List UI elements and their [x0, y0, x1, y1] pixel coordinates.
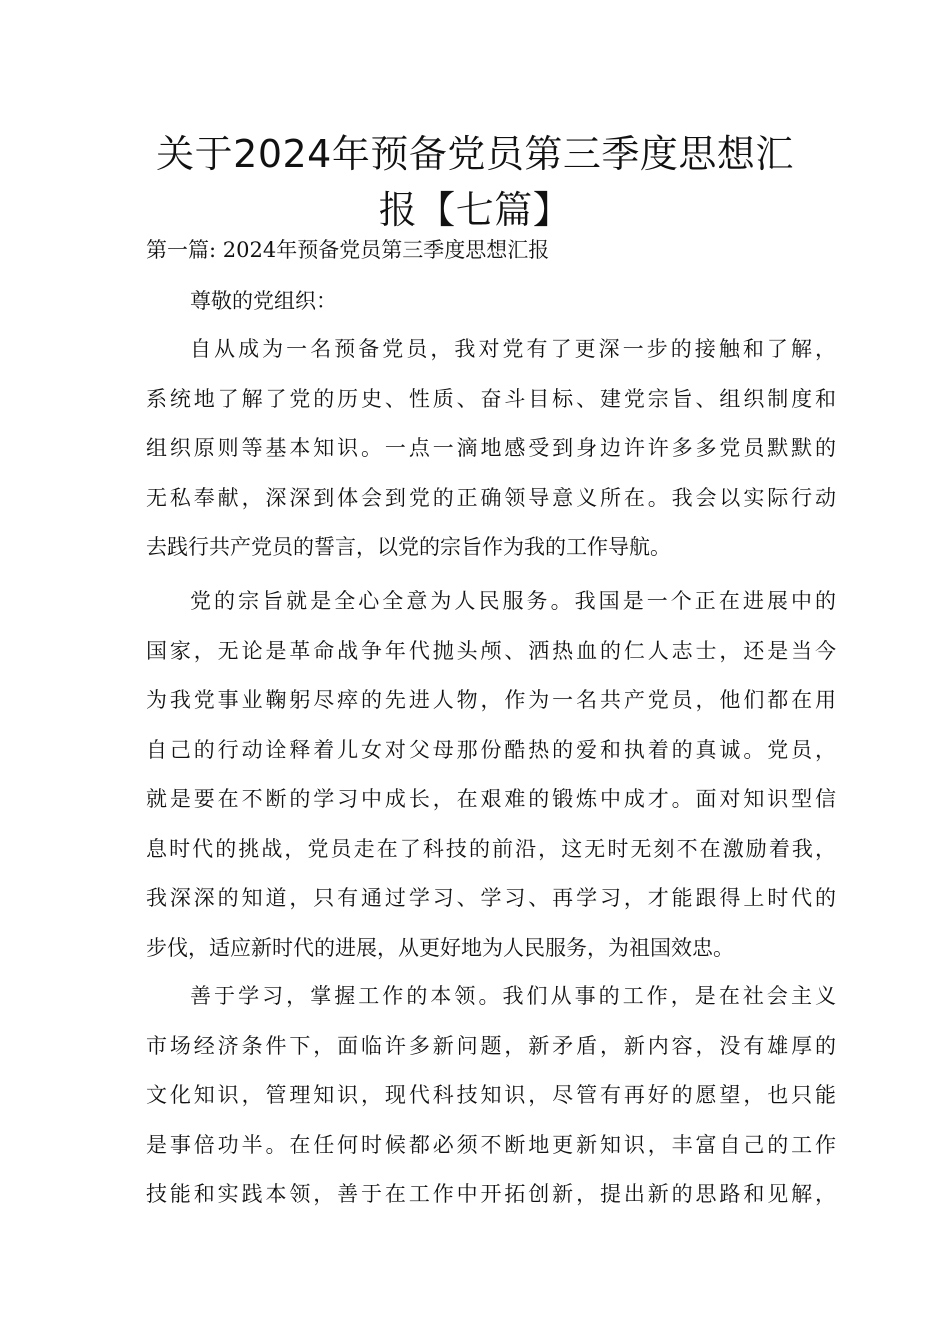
paragraph-line: 息时代的挑战，党员走在了科技的前沿，这无时无刻不在激励着我，	[146, 836, 836, 861]
title-line: 关于2024年预备党员第三季度思想汇	[156, 132, 794, 176]
paragraph	[146, 577, 836, 973]
paragraph	[146, 325, 836, 573]
paragraph-line: 步伐，适应新时代的进展，从更好地为人民服务，为祖国效忠。	[146, 935, 734, 960]
section-heading: 第一篇: 2024年预备党员第三季度思想汇报	[146, 238, 550, 262]
paragraph-line: 市场经济条件下，面临许多新问题，新矛盾，新内容，没有雄厚的	[146, 1033, 836, 1058]
paragraph-line: 文化知识，管理知识，现代科技知识，尽管有再好的愿望，也只能	[146, 1083, 836, 1107]
paragraph-line: 善于学习，掌握工作的本领。我们从事的工作，是在社会主义	[190, 984, 836, 1008]
paragraph-line: 就是要在不断的学习中成长，在艰难的锻炼中成才。面对知识型信	[146, 787, 836, 811]
paragraph-line: 去践行共产党员的誓言，以党的宗旨作为我的工作导航。	[146, 535, 671, 559]
title-line: 报【七篇】	[378, 188, 572, 232]
paragraph-line: 技能和实践本领，善于在工作中开拓创新，提出新的思路和见解，	[146, 1182, 836, 1206]
paragraph-line: 国家，无论是革命战争年代抛头颅、洒热血的仁人志士，还是当今	[146, 638, 836, 663]
paragraph-line: 无私奉献，深深到体会到党的正确领导意义所在。我会以实际行动	[146, 485, 836, 510]
paragraph	[146, 972, 836, 1220]
paragraph-line: 为我党事业鞠躬尽瘁的先进人物，作为一名共产党员，他们都在用	[146, 688, 836, 712]
paragraph-line: 组织原则等基本知识。一点一滴地感受到身边许许多多党员默默的	[146, 436, 836, 460]
paragraph-line: 我深深的知道，只有通过学习、学习、再学习，才能跟得上时代的	[146, 886, 836, 910]
paragraph-line: 党的宗旨就是全心全意为人民服务。我国是一个正在进展中的	[190, 589, 836, 613]
paragraph-line: 自己的行动诠释着儿女对父母那份酷热的爱和执着的真诚。党员，	[146, 737, 836, 762]
salutation: 尊敬的党组织：	[190, 289, 337, 313]
paragraph-line: 是事倍功半。在任何时候都必须不断地更新知识，丰富自己的工作	[146, 1132, 836, 1157]
paragraph-line: 自从成为一名预备党员，我对党有了更深一步的接触和了解，	[190, 337, 836, 361]
paragraph-line: 系统地了解了党的历史、性质、奋斗目标、建党宗旨、组织制度和	[146, 386, 836, 411]
document-title	[120, 126, 830, 238]
